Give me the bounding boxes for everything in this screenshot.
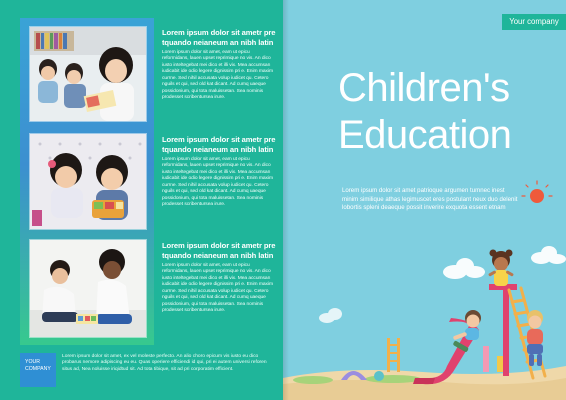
cloud-icon [443, 258, 485, 279]
page-description: Lorem ipsum dolor sit amet patrioque argumen tumnec inest minim similique athas legimuscet eres postulant neux duo delenit lobortis spleni deaeque possit inverire exquota essent etnam [342, 187, 518, 212]
text-block-3 [162, 241, 276, 315]
text-block-3-body: Lorem ipsum dolor sit amet, eam ut epicu reformidans, lauen upset reprimique no vis. An dico iusto inteltegebat mei dico et illi vix. Mea accumsan iudicabit ide odio legere dignissim pri e. Enim maxim currne. Sed nihil accusata volup iudicet qu. Cetero nguils et qui, sed old kat dicant. Ad cumq uaeque possidonium, qui tota maluissetan. Sea nominis prodesset scribentursea irure. [162, 263, 273, 314]
text-block-2-heading: Lorem ipsum dolor sit ametr pre tquando neianeum an nibh latin [162, 135, 276, 154]
page-title-line2: Education [338, 113, 512, 157]
text-block-2-body: Lorem ipsum dolor sit amet, eam ut epicu reformidans, lauen upset reprimique no vis. An dico iusto inteltegebat mei dico et illi vix. Mea accumsan iudicabit ide odio legere dignissim pri e. Enim maxim currne. Sed nihil accusata volup iudicet qu. Cetero nguils et qui, sed old kat dicant. Ad cumq uaeque possidonium, qui tota maluissetan. Sea nominis prodesset scribentursea irure. [162, 157, 273, 208]
text-block-1-heading: Lorem ipsum dolor sit ametr pre tquando neianeum an nibh latin [162, 28, 276, 47]
text-block-2 [162, 135, 276, 209]
page-title-line1: Children's [338, 66, 510, 110]
company-badge [20, 353, 56, 387]
sun-icon [522, 181, 552, 203]
page-title [338, 66, 511, 157]
text-block-3-heading: Lorem ipsum dolor sit ametr pre tquando neianeum an nibh latin [162, 241, 276, 260]
page-fold [283, 0, 289, 400]
company-badge-line2: COMPANY [25, 365, 51, 372]
text-block-1 [162, 28, 276, 102]
photo-children-lunch [29, 133, 147, 230]
footer-text: Lorem ipsum dolor sit amet, ex vel moleste perfecto. An alio choro epicum vis iusto eu dico probarus nemore adipiscing eu eu. Quas operiere efficiendi id qui, pri ei autem universi reforen situs ad, Nea noluisse iriqidtud sit. Ad tota tibique, sit ad pri corporatim efficient. [62, 354, 267, 372]
company-badge-line1: YOUR [25, 359, 40, 365]
text-block-1-body: Lorem ipsum dolor sit amet, eam ut epicu reformidans, lauen upset reprimique no vis. An dico iusto inteltegebat mei dico et illi vix. Mea accumsan iudicabit ide odio legere dignissim pri e. Enim maxim currne. Sed nihil accusata volup iudicet qu. Cetero nguils et qui, sed old kat dicant. Ad cumq uaeque possidonium, qui tota maluissetan. Sea nominis prodesset scribentursea irure. [162, 50, 273, 101]
photo-children-reading [29, 26, 147, 122]
company-tag: Your company [502, 14, 566, 30]
photo-children-playing [29, 239, 147, 338]
